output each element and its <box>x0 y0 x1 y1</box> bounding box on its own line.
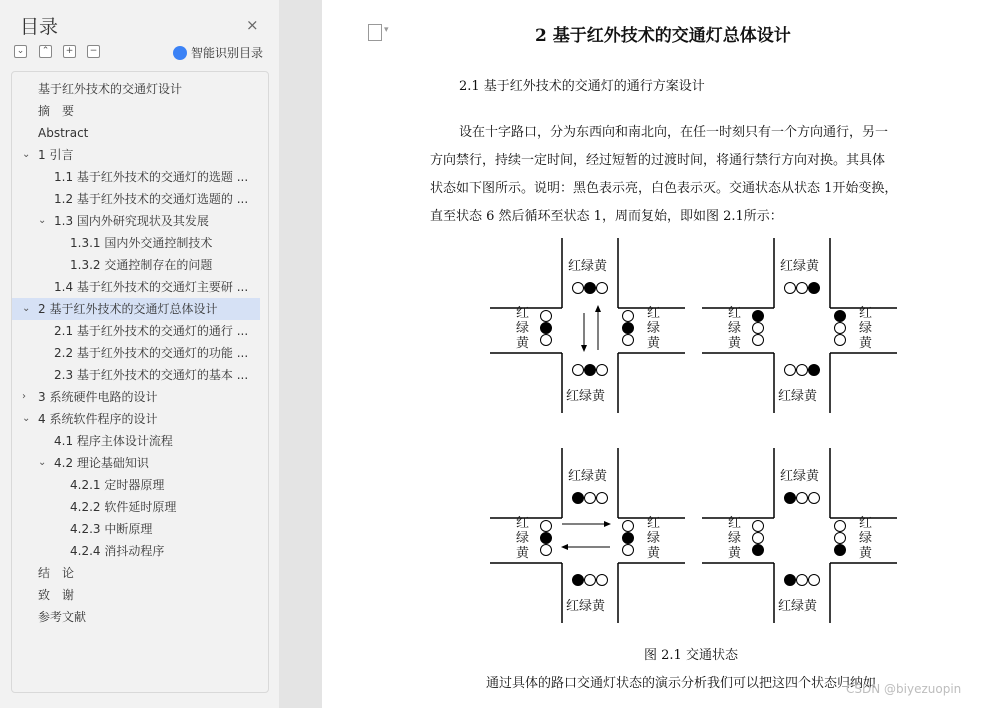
toc-item[interactable] <box>12 342 260 364</box>
lamp-off <box>797 283 808 294</box>
toc-title: 目录 <box>20 16 59 38</box>
lamp-on <box>573 493 584 504</box>
lamp-off <box>597 575 608 586</box>
lamp-label: 红绿黄 <box>566 599 606 614</box>
lamp-label: 黄 <box>728 546 742 561</box>
ai-cloud-icon <box>173 46 187 60</box>
lamp-off <box>835 521 846 532</box>
document-page <box>322 0 993 708</box>
lamp-off <box>597 283 608 294</box>
lamp-off <box>797 493 808 504</box>
chevron-down-icon[interactable]: ⌄ <box>22 149 31 160</box>
toc-item-label: 1.3.1 国内外交通控制技术 <box>70 236 213 250</box>
ai-detect-toc-button[interactable] <box>173 44 263 61</box>
toc-sidebar <box>0 0 279 708</box>
lamp-off <box>573 365 584 376</box>
lamp-on <box>585 283 596 294</box>
toc-item[interactable] <box>12 474 260 496</box>
toc-item-label: 1.1 基于红外技术的交通灯的选题 ... <box>54 170 249 184</box>
close-icon[interactable]: × <box>246 16 259 34</box>
lamp-off <box>797 365 808 376</box>
lamp-off <box>835 533 846 544</box>
toc-item[interactable] <box>12 364 260 386</box>
toc-item-label: 4.2 理论基础知识 <box>54 456 149 470</box>
lamp-label: 绿 <box>728 321 742 336</box>
lamp-on <box>785 493 796 504</box>
lamp-off <box>623 311 634 322</box>
lamp-label: 黄 <box>647 546 661 561</box>
toc-item-label: 4.2.3 中断原理 <box>70 522 153 536</box>
toc-item[interactable] <box>12 100 260 122</box>
lamp-off <box>623 545 634 556</box>
toc-item[interactable] <box>12 188 260 210</box>
arrow-head <box>595 305 601 312</box>
add-heading-icon[interactable]: + <box>63 45 76 58</box>
toc-item-label: 2.3 基于红外技术的交通灯的基本 ... <box>54 368 249 382</box>
page-gutter <box>279 0 322 708</box>
toc-item[interactable] <box>12 232 260 254</box>
document-menu-icon[interactable] <box>368 24 382 41</box>
toc-item-label: 1.3 国内外研究现状及其发展 <box>54 214 209 228</box>
lamp-off <box>585 493 596 504</box>
toc-item[interactable] <box>12 78 260 100</box>
expand-up-icon[interactable]: ⌃ <box>39 45 52 58</box>
lamp-on <box>585 365 596 376</box>
lamp-off <box>753 335 764 346</box>
lamp-label: 红 <box>728 516 742 531</box>
lamp-label: 红绿黄 <box>566 389 606 404</box>
lamp-label: 绿 <box>647 531 661 546</box>
toc-item-label: 4.1 程序主体设计流程 <box>54 434 173 448</box>
paragraph-line: 直至状态 6 然后循环至状态 1，周而复始，即如图 2.1所示： <box>430 209 783 224</box>
lamp-off <box>573 283 584 294</box>
toc-item[interactable] <box>12 452 260 474</box>
toc-item[interactable] <box>12 518 260 540</box>
toc-item-label: 1.2 基于红外技术的交通灯选题的 ... <box>54 192 249 206</box>
toc-item-label: 基于红外技术的交通灯设计 <box>38 82 183 96</box>
toc-item[interactable] <box>12 276 260 298</box>
toc-item-label: 致 谢 <box>38 588 75 602</box>
lamp-off <box>541 311 552 322</box>
lamp-label: 绿 <box>859 531 873 546</box>
lamp-off <box>541 521 552 532</box>
lamp-on <box>835 545 846 556</box>
lamp-label: 绿 <box>516 321 530 336</box>
lamp-off <box>785 283 796 294</box>
chevron-down-icon[interactable]: ⌄ <box>38 457 47 468</box>
lamp-on <box>785 575 796 586</box>
lamp-label: 绿 <box>647 321 661 336</box>
lamp-label: 红 <box>647 516 661 531</box>
lamp-label: 红绿黄 <box>778 599 818 614</box>
toc-item[interactable] <box>12 210 260 232</box>
lamp-label: 红绿黄 <box>778 389 818 404</box>
lamp-label: 红绿黄 <box>568 469 608 484</box>
toc-item-label: 3 系统硬件电路的设计 <box>38 390 158 404</box>
lamp-label: 红 <box>859 516 873 531</box>
paragraph-line: 状态如下图所示。说明：黑色表示亮，白色表示灭。交通状态从状态 1开始变换， <box>430 181 898 196</box>
lamp-on <box>753 545 764 556</box>
lamp-label: 黄 <box>516 336 530 351</box>
lamp-off <box>753 323 764 334</box>
toc-item-label: 1.3.2 交通控制存在的问题 <box>70 258 213 272</box>
toc-list <box>11 71 269 693</box>
ai-detect-label: 智能识别目录 <box>191 46 264 60</box>
toc-item[interactable] <box>12 408 260 430</box>
lamp-label: 黄 <box>516 546 530 561</box>
lamp-off <box>623 335 634 346</box>
lamp-on <box>753 311 764 322</box>
toc-item[interactable] <box>12 606 260 628</box>
remove-heading-icon[interactable]: − <box>87 45 100 58</box>
toc-item-label: 2.2 基于红外技术的交通灯的功能 ... <box>54 346 249 360</box>
lamp-off <box>785 365 796 376</box>
lamp-off <box>835 323 846 334</box>
lamp-on <box>623 533 634 544</box>
chevron-right-icon[interactable]: › <box>22 391 26 402</box>
lamp-off <box>835 335 846 346</box>
lamp-off <box>753 533 764 544</box>
paragraph-line: 方向禁行，持续一定时间，经过短暂的过渡时间，将通行禁行方向对换。其具体 <box>430 153 886 168</box>
lamp-off <box>585 575 596 586</box>
lamp-off <box>597 365 608 376</box>
lamp-label: 黄 <box>728 336 742 351</box>
chevron-down-icon[interactable]: ⌄ <box>22 413 31 424</box>
toc-item[interactable] <box>12 562 260 584</box>
lamp-label: 绿 <box>859 321 873 336</box>
toc-item-label: 4.2.1 定时器原理 <box>70 478 165 492</box>
lamp-off <box>797 575 808 586</box>
subsection-heading: 2.1 基于红外技术的交通灯的通行方案设计 <box>459 79 705 94</box>
toc-item-label: 1 引言 <box>38 148 74 162</box>
figure-caption: 图 2.1 交通状态 <box>644 648 738 663</box>
lamp-label: 红 <box>516 306 530 321</box>
lamp-label: 绿 <box>516 531 530 546</box>
arrow-head <box>581 345 587 352</box>
lamp-off <box>597 493 608 504</box>
lamp-on <box>809 365 820 376</box>
lamp-label: 黄 <box>859 336 873 351</box>
toc-item[interactable] <box>12 430 260 452</box>
lamp-on <box>541 533 552 544</box>
toc-item-label: 4.2.4 消抖动程序 <box>70 544 165 558</box>
lamp-on <box>809 283 820 294</box>
toc-item-label: 参考文献 <box>38 610 87 624</box>
toc-item-label: 4 系统软件程序的设计 <box>38 412 158 426</box>
lamp-off <box>541 545 552 556</box>
lamp-on <box>623 323 634 334</box>
lamp-on <box>573 575 584 586</box>
lamp-off <box>809 575 820 586</box>
toc-item-label: 1.4 基于红外技术的交通灯主要研 ... <box>54 280 249 294</box>
lamp-label: 红 <box>859 306 873 321</box>
collapse-all-icon[interactable]: ⌄ <box>14 45 27 58</box>
arrow-head <box>604 521 611 527</box>
lamp-label: 黄 <box>647 336 661 351</box>
toc-item[interactable] <box>12 298 260 320</box>
toc-item[interactable] <box>12 496 260 518</box>
toc-item[interactable] <box>12 386 260 408</box>
lamp-off <box>623 521 634 532</box>
paragraph-line: 通过具体的路口交通灯状态的演示分析我们可以把这四个状态归纳如 <box>486 676 877 691</box>
watermark: CSDN @biyezuopin <box>846 682 962 696</box>
toc-item[interactable] <box>12 166 260 188</box>
lamp-label: 红 <box>728 306 742 321</box>
toc-item-label: 结 论 <box>38 566 75 580</box>
lamp-label: 绿 <box>728 531 742 546</box>
lamp-label: 红绿黄 <box>780 469 820 484</box>
toc-item-label: Abstract <box>38 126 89 140</box>
lamp-label: 红绿黄 <box>780 259 820 274</box>
lamp-label: 红绿黄 <box>568 259 608 274</box>
lamp-off <box>753 521 764 532</box>
toc-item[interactable] <box>12 122 260 144</box>
paragraph-line: 设在十字路口，分为东西向和南北向，在任一时刻只有一个方向通行，另一 <box>459 125 889 140</box>
toc-item[interactable] <box>12 144 260 166</box>
toc-item[interactable] <box>12 254 260 276</box>
toc-item-label: 2.1 基于红外技术的交通灯的通行 ... <box>54 324 249 338</box>
lamp-on <box>835 311 846 322</box>
lamp-off <box>541 335 552 346</box>
traffic-state-figure <box>490 238 902 630</box>
lamp-on <box>541 323 552 334</box>
chevron-down-icon[interactable]: ⌄ <box>22 303 31 314</box>
arrow-head <box>561 544 568 550</box>
lamp-label: 红 <box>647 306 661 321</box>
toc-item[interactable] <box>12 540 260 562</box>
lamp-label: 黄 <box>859 546 873 561</box>
chevron-down-icon[interactable]: ⌄ <box>38 215 47 226</box>
lamp-label: 红 <box>516 516 530 531</box>
toc-item-label: 2 基于红外技术的交通灯总体设计 <box>38 302 218 316</box>
toc-item-label: 4.2.2 软件延时原理 <box>70 500 177 514</box>
toc-item-label: 摘 要 <box>38 104 75 118</box>
toc-item[interactable] <box>12 320 260 342</box>
toc-item[interactable] <box>12 584 260 606</box>
lamp-off <box>809 493 820 504</box>
section-heading: 2 基于红外技术的交通灯总体设计 <box>535 26 791 46</box>
